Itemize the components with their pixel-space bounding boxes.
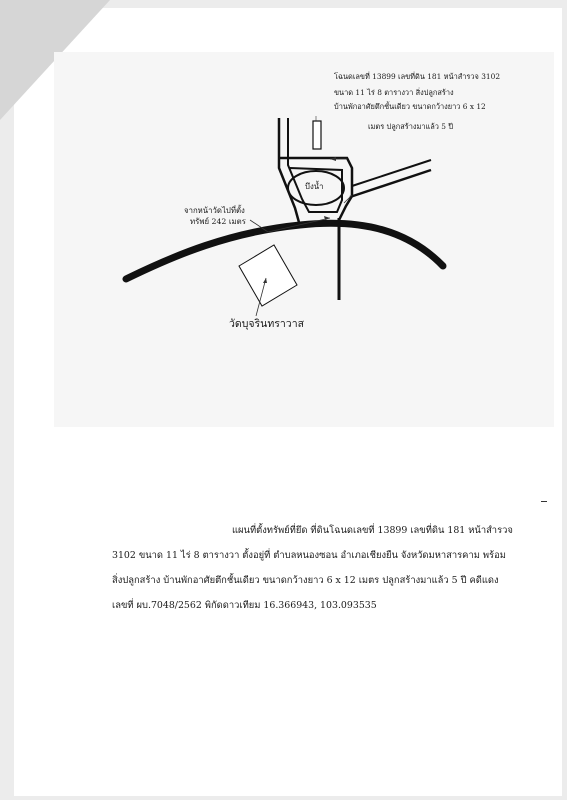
distance-label-line1: จากหน้าวัดไปที่ตั้ง (184, 206, 245, 215)
description-line4: เลขที่ ผบ.7048/2562 พิกัดดาวเทียม 16.366943, 103.093535 (112, 600, 377, 611)
description-line3: สิ่งปลูกสร้าง บ้านพักอาศัยตึกชั้นเดียว ขนาดกว้างยาว 6 x 12 เมตร ปลูกสร้างมาแล้ว 5 ปี คดีแดง (112, 575, 499, 586)
margin-mark (541, 501, 547, 502)
pond-label: บึงน้ำ (305, 182, 324, 191)
property-description (88, 518, 543, 618)
description-line2: 3102 ขนาด 11 ไร่ 8 ตารางวา ตั้งอยู่ที่ ตำบลหนองซอน อำเภอเชียงยืน จังหวัดมหาสารคาม พร้อม (112, 550, 506, 561)
temple-label: วัดบุจรินทราวาส (229, 318, 305, 330)
deed-label-line1: โฉนดเลขที่ 13899 เลขที่ดิน 181 หน้าสำรวจ 3102 (334, 72, 501, 81)
distance-label-line2: ทรัพย์ 242 เมตร (190, 217, 246, 226)
deed-label-line2: ขนาด 11 ไร่ 8 ตารางวา สิ่งปลูกสร้าง (334, 88, 454, 97)
deed-label-line3: บ้านพักอาศัยตึกชั้นเดียว ขนาดกว้างยาว 6 x 12 (334, 102, 486, 111)
temple-plot (239, 245, 297, 306)
property-marker (313, 121, 321, 149)
route-arrow-head (324, 216, 330, 220)
description-line1: แผนที่ตั้งทรัพย์ที่ยึด ที่ดินโฉนดเลขที่ 13899 เลขที่ดิน 181 หน้าสำรวจ (232, 525, 513, 536)
deed-label-line4: เมตร ปลูกสร้างมาแล้ว 5 ปี (368, 122, 454, 131)
